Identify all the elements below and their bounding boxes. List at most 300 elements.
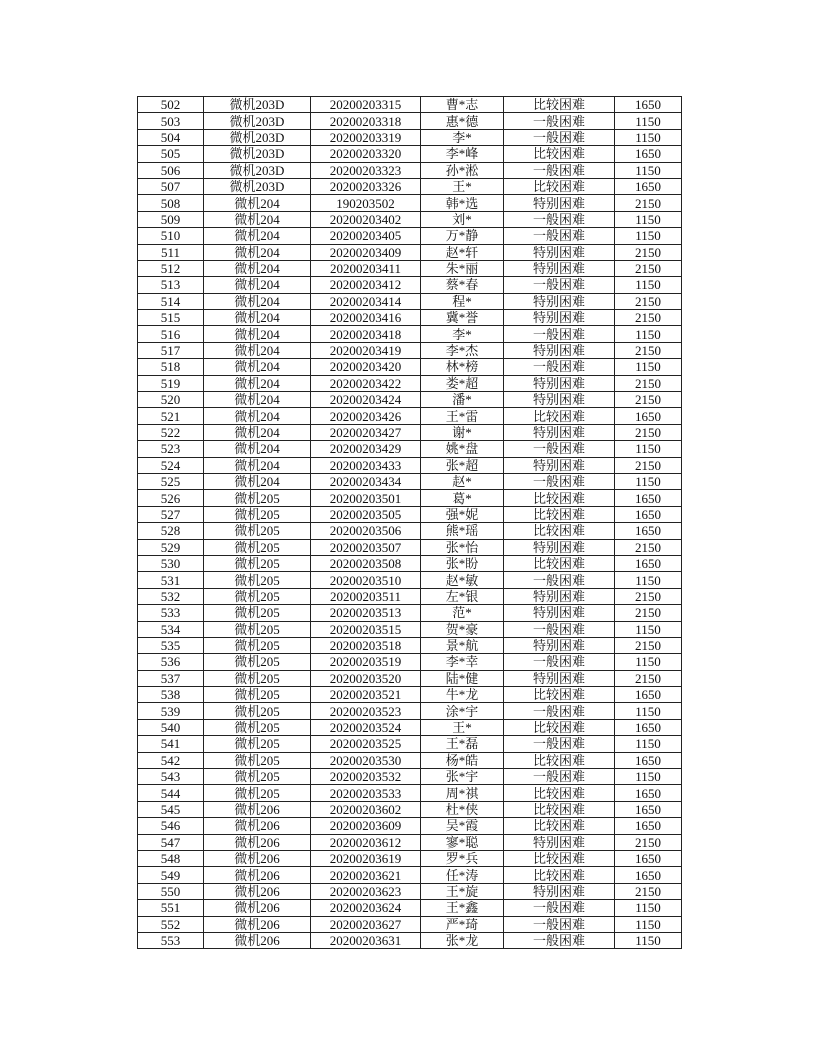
row-number-cell: 532	[138, 588, 204, 604]
table-row	[138, 555, 682, 571]
difficulty-level-cell: 比较困难	[504, 97, 615, 113]
class-name-cell: 微机205	[204, 588, 311, 604]
student-id-cell: 20200203602	[311, 801, 421, 817]
student-id-cell: 20200203416	[311, 310, 421, 326]
difficulty-level-cell: 一般困难	[504, 129, 615, 145]
student-name-cell: 严*琦	[421, 916, 504, 932]
class-name-cell: 微机205	[204, 785, 311, 801]
class-name-cell: 微机206	[204, 932, 311, 948]
class-name-cell: 微机205	[204, 703, 311, 719]
amount-cell: 2150	[615, 392, 682, 408]
student-id-cell: 20200203513	[311, 605, 421, 621]
amount-cell: 2150	[615, 588, 682, 604]
table-row	[138, 97, 682, 113]
student-id-cell: 20200203402	[311, 211, 421, 227]
student-name-cell: 孙*淞	[421, 162, 504, 178]
student-id-cell: 20200203426	[311, 408, 421, 424]
class-name-cell: 微机205	[204, 605, 311, 621]
table-row	[138, 719, 682, 735]
student-id-cell: 20200203419	[311, 342, 421, 358]
student-id-cell: 20200203420	[311, 359, 421, 375]
student-id-cell: 20200203319	[311, 129, 421, 145]
student-name-cell: 李*	[421, 129, 504, 145]
class-name-cell: 微机205	[204, 555, 311, 571]
row-number-cell: 536	[138, 654, 204, 670]
student-name-cell: 左*银	[421, 588, 504, 604]
student-name-cell: 娄*超	[421, 375, 504, 391]
student-name-cell: 曹*志	[421, 97, 504, 113]
amount-cell: 1650	[615, 490, 682, 506]
amount-cell: 2150	[615, 457, 682, 473]
amount-cell: 1650	[615, 506, 682, 522]
difficulty-level-cell: 特别困难	[504, 260, 615, 276]
amount-cell: 2150	[615, 375, 682, 391]
amount-cell: 2150	[615, 424, 682, 440]
difficulty-level-cell: 特别困难	[504, 342, 615, 358]
difficulty-level-cell: 一般困难	[504, 113, 615, 129]
class-name-cell: 微机206	[204, 900, 311, 916]
student-name-cell: 涂*宇	[421, 703, 504, 719]
row-number-cell: 510	[138, 228, 204, 244]
student-id-cell: 20200203612	[311, 834, 421, 850]
class-name-cell: 微机206	[204, 818, 311, 834]
student-name-cell: 蔡*春	[421, 277, 504, 293]
table-row	[138, 523, 682, 539]
amount-cell: 2150	[615, 293, 682, 309]
amount-cell: 2150	[615, 195, 682, 211]
student-name-cell: 李*杰	[421, 342, 504, 358]
student-id-cell: 20200203501	[311, 490, 421, 506]
student-id-cell: 20200203523	[311, 703, 421, 719]
row-number-cell: 550	[138, 883, 204, 899]
amount-cell: 1650	[615, 801, 682, 817]
class-name-cell: 微机203D	[204, 97, 311, 113]
row-number-cell: 521	[138, 408, 204, 424]
amount-cell: 2150	[615, 260, 682, 276]
table-row	[138, 621, 682, 637]
difficulty-level-cell: 比较困难	[504, 801, 615, 817]
table-row	[138, 867, 682, 883]
row-number-cell: 518	[138, 359, 204, 375]
student-name-cell: 张*宇	[421, 769, 504, 785]
amount-cell: 1150	[615, 129, 682, 145]
student-id-cell: 20200203414	[311, 293, 421, 309]
table-row	[138, 195, 682, 211]
student-id-cell: 20200203621	[311, 867, 421, 883]
difficulty-level-cell: 特别困难	[504, 195, 615, 211]
amount-cell: 1150	[615, 654, 682, 670]
difficulty-level-cell: 一般困难	[504, 900, 615, 916]
amount-cell: 1650	[615, 97, 682, 113]
class-name-cell: 微机204	[204, 244, 311, 260]
row-number-cell: 524	[138, 457, 204, 473]
table-row	[138, 539, 682, 555]
row-number-cell: 530	[138, 555, 204, 571]
table-row	[138, 687, 682, 703]
class-name-cell: 微机205	[204, 769, 311, 785]
student-name-cell: 强*妮	[421, 506, 504, 522]
amount-cell: 1150	[615, 473, 682, 489]
row-number-cell: 553	[138, 932, 204, 948]
difficulty-level-cell: 一般困难	[504, 473, 615, 489]
class-name-cell: 微机205	[204, 719, 311, 735]
class-name-cell: 微机205	[204, 572, 311, 588]
table-row	[138, 572, 682, 588]
student-id-cell: 20200203411	[311, 260, 421, 276]
amount-cell: 1150	[615, 228, 682, 244]
class-name-cell: 微机204	[204, 441, 311, 457]
student-name-cell: 陆*健	[421, 670, 504, 686]
table-row	[138, 752, 682, 768]
class-name-cell: 微机204	[204, 392, 311, 408]
student-name-cell: 王*	[421, 178, 504, 194]
student-name-cell: 任*涛	[421, 867, 504, 883]
row-number-cell: 503	[138, 113, 204, 129]
student-name-cell: 王*鑫	[421, 900, 504, 916]
table-row	[138, 228, 682, 244]
amount-cell: 2150	[615, 244, 682, 260]
difficulty-level-cell: 一般困难	[504, 359, 615, 375]
class-name-cell: 微机204	[204, 359, 311, 375]
table-body	[138, 97, 682, 949]
student-id-cell: 20200203326	[311, 178, 421, 194]
class-name-cell: 微机206	[204, 850, 311, 866]
difficulty-level-cell: 特别困难	[504, 883, 615, 899]
student-id-cell: 20200203521	[311, 687, 421, 703]
student-id-cell: 20200203427	[311, 424, 421, 440]
row-number-cell: 533	[138, 605, 204, 621]
row-number-cell: 516	[138, 326, 204, 342]
table-row	[138, 457, 682, 473]
student-id-cell: 20200203508	[311, 555, 421, 571]
difficulty-level-cell: 一般困难	[504, 654, 615, 670]
amount-cell: 1650	[615, 785, 682, 801]
class-name-cell: 微机206	[204, 883, 311, 899]
student-id-cell: 20200203405	[311, 228, 421, 244]
amount-cell: 1650	[615, 752, 682, 768]
student-name-cell: 景*航	[421, 637, 504, 653]
row-number-cell: 541	[138, 736, 204, 752]
difficulty-level-cell: 特别困难	[504, 375, 615, 391]
student-id-cell: 20200203532	[311, 769, 421, 785]
difficulty-level-cell: 一般困难	[504, 916, 615, 932]
student-name-cell: 李*	[421, 326, 504, 342]
row-number-cell: 537	[138, 670, 204, 686]
student-name-cell: 朱*丽	[421, 260, 504, 276]
student-name-cell: 潘*	[421, 392, 504, 408]
student-name-cell: 张*超	[421, 457, 504, 473]
table-row	[138, 769, 682, 785]
amount-cell: 1150	[615, 900, 682, 916]
table-row	[138, 785, 682, 801]
difficulty-level-cell: 特别困难	[504, 637, 615, 653]
amount-cell: 1650	[615, 687, 682, 703]
amount-cell: 1650	[615, 818, 682, 834]
class-name-cell: 微机203D	[204, 178, 311, 194]
table-row	[138, 850, 682, 866]
student-name-cell: 赵*	[421, 473, 504, 489]
class-name-cell: 微机204	[204, 277, 311, 293]
student-id-cell: 20200203506	[311, 523, 421, 539]
difficulty-level-cell: 比较困难	[504, 818, 615, 834]
row-number-cell: 548	[138, 850, 204, 866]
class-name-cell: 微机203D	[204, 162, 311, 178]
row-number-cell: 506	[138, 162, 204, 178]
table-row	[138, 834, 682, 850]
table-row	[138, 670, 682, 686]
student-name-cell: 王*旋	[421, 883, 504, 899]
student-id-cell: 20200203412	[311, 277, 421, 293]
class-name-cell: 微机206	[204, 801, 311, 817]
class-name-cell: 微机204	[204, 408, 311, 424]
difficulty-level-cell: 一般困难	[504, 736, 615, 752]
student-id-cell: 20200203624	[311, 900, 421, 916]
table-row	[138, 310, 682, 326]
class-name-cell: 微机204	[204, 473, 311, 489]
student-name-cell: 张*怡	[421, 539, 504, 555]
difficulty-level-cell: 比较困难	[504, 687, 615, 703]
row-number-cell: 552	[138, 916, 204, 932]
row-number-cell: 522	[138, 424, 204, 440]
amount-cell: 1650	[615, 555, 682, 571]
row-number-cell: 515	[138, 310, 204, 326]
row-number-cell: 511	[138, 244, 204, 260]
table-row	[138, 736, 682, 752]
table-row	[138, 588, 682, 604]
table-row	[138, 178, 682, 194]
difficulty-level-cell: 特别困难	[504, 605, 615, 621]
difficulty-level-cell: 一般困难	[504, 228, 615, 244]
table-row	[138, 703, 682, 719]
student-name-cell: 林*榜	[421, 359, 504, 375]
table-row	[138, 342, 682, 358]
student-name-cell: 贺*豪	[421, 621, 504, 637]
amount-cell: 1150	[615, 441, 682, 457]
row-number-cell: 549	[138, 867, 204, 883]
amount-cell: 2150	[615, 834, 682, 850]
student-id-cell: 20200203422	[311, 375, 421, 391]
difficulty-level-cell: 比较困难	[504, 523, 615, 539]
class-name-cell: 微机204	[204, 375, 311, 391]
class-name-cell: 微机205	[204, 654, 311, 670]
student-id-cell: 20200203609	[311, 818, 421, 834]
table-row	[138, 277, 682, 293]
difficulty-level-cell: 比较困难	[504, 146, 615, 162]
table-row	[138, 244, 682, 260]
class-name-cell: 微机204	[204, 424, 311, 440]
difficulty-level-cell: 比较困难	[504, 850, 615, 866]
student-id-cell: 20200203507	[311, 539, 421, 555]
table-row	[138, 506, 682, 522]
class-name-cell: 微机204	[204, 195, 311, 211]
row-number-cell: 528	[138, 523, 204, 539]
student-id-cell: 20200203627	[311, 916, 421, 932]
row-number-cell: 547	[138, 834, 204, 850]
amount-cell: 2150	[615, 539, 682, 555]
table-row	[138, 637, 682, 653]
student-id-cell: 20200203320	[311, 146, 421, 162]
class-name-cell: 微机204	[204, 342, 311, 358]
amount-cell: 1650	[615, 719, 682, 735]
student-id-cell: 20200203533	[311, 785, 421, 801]
table-row	[138, 326, 682, 342]
difficulty-level-cell: 比较困难	[504, 490, 615, 506]
class-name-cell: 微机205	[204, 523, 311, 539]
table-row	[138, 162, 682, 178]
amount-cell: 1150	[615, 932, 682, 948]
table-row	[138, 883, 682, 899]
table-row	[138, 211, 682, 227]
student-name-cell: 杜*侠	[421, 801, 504, 817]
class-name-cell: 微机205	[204, 539, 311, 555]
table-row	[138, 490, 682, 506]
row-number-cell: 545	[138, 801, 204, 817]
class-name-cell: 微机205	[204, 490, 311, 506]
student-name-cell: 韩*选	[421, 195, 504, 211]
difficulty-level-cell: 一般困难	[504, 211, 615, 227]
difficulty-level-cell: 特别困难	[504, 244, 615, 260]
amount-cell: 1150	[615, 572, 682, 588]
student-id-cell: 20200203511	[311, 588, 421, 604]
difficulty-level-cell: 一般困难	[504, 162, 615, 178]
table-row	[138, 818, 682, 834]
student-name-cell: 刘*	[421, 211, 504, 227]
amount-cell: 1150	[615, 359, 682, 375]
student-name-cell: 熊*瑶	[421, 523, 504, 539]
row-number-cell: 538	[138, 687, 204, 703]
class-name-cell: 微机205	[204, 687, 311, 703]
table-row	[138, 359, 682, 375]
difficulty-level-cell: 特别困难	[504, 392, 615, 408]
data-table	[137, 96, 682, 949]
amount-cell: 1650	[615, 146, 682, 162]
row-number-cell: 509	[138, 211, 204, 227]
row-number-cell: 514	[138, 293, 204, 309]
difficulty-level-cell: 比较困难	[504, 752, 615, 768]
student-id-cell: 20200203323	[311, 162, 421, 178]
table-row	[138, 473, 682, 489]
row-number-cell: 526	[138, 490, 204, 506]
student-name-cell: 罗*兵	[421, 850, 504, 866]
class-name-cell: 微机204	[204, 293, 311, 309]
row-number-cell: 542	[138, 752, 204, 768]
amount-cell: 1150	[615, 703, 682, 719]
difficulty-level-cell: 一般困难	[504, 326, 615, 342]
class-name-cell: 微机204	[204, 211, 311, 227]
student-id-cell: 20200203524	[311, 719, 421, 735]
class-name-cell: 微机204	[204, 228, 311, 244]
student-name-cell: 赵*敏	[421, 572, 504, 588]
amount-cell: 2150	[615, 670, 682, 686]
class-name-cell: 微机203D	[204, 129, 311, 145]
student-name-cell: 程*	[421, 293, 504, 309]
difficulty-level-cell: 比较困难	[504, 506, 615, 522]
student-id-cell: 20200203519	[311, 654, 421, 670]
amount-cell: 1150	[615, 736, 682, 752]
student-id-cell: 20200203619	[311, 850, 421, 866]
difficulty-level-cell: 一般困难	[504, 441, 615, 457]
difficulty-level-cell: 一般困难	[504, 621, 615, 637]
row-number-cell: 505	[138, 146, 204, 162]
student-name-cell: 牛*龙	[421, 687, 504, 703]
student-name-cell: 谢*	[421, 424, 504, 440]
difficulty-level-cell: 比较困难	[504, 719, 615, 735]
student-name-cell: 王*	[421, 719, 504, 735]
amount-cell: 1150	[615, 769, 682, 785]
class-name-cell: 微机204	[204, 326, 311, 342]
student-id-cell: 20200203429	[311, 441, 421, 457]
class-name-cell: 微机205	[204, 637, 311, 653]
student-id-cell: 20200203433	[311, 457, 421, 473]
amount-cell: 2150	[615, 310, 682, 326]
row-number-cell: 525	[138, 473, 204, 489]
row-number-cell: 523	[138, 441, 204, 457]
amount-cell: 1150	[615, 277, 682, 293]
student-name-cell: 吴*霞	[421, 818, 504, 834]
table-row	[138, 605, 682, 621]
student-id-cell: 20200203515	[311, 621, 421, 637]
student-id-cell: 20200203505	[311, 506, 421, 522]
amount-cell: 1650	[615, 523, 682, 539]
student-name-cell: 冀*誉	[421, 310, 504, 326]
difficulty-level-cell: 比较困难	[504, 408, 615, 424]
row-number-cell: 543	[138, 769, 204, 785]
row-number-cell: 535	[138, 637, 204, 653]
class-name-cell: 微机205	[204, 506, 311, 522]
class-name-cell: 微机204	[204, 457, 311, 473]
amount-cell: 2150	[615, 883, 682, 899]
table-row	[138, 375, 682, 391]
row-number-cell: 551	[138, 900, 204, 916]
amount-cell: 2150	[615, 605, 682, 621]
student-name-cell: 寥*聪	[421, 834, 504, 850]
amount-cell: 1150	[615, 211, 682, 227]
student-id-cell: 20200203318	[311, 113, 421, 129]
table-row	[138, 129, 682, 145]
difficulty-level-cell: 一般困难	[504, 932, 615, 948]
difficulty-level-cell: 特别困难	[504, 588, 615, 604]
table-row	[138, 113, 682, 129]
table-row	[138, 932, 682, 948]
class-name-cell: 微机205	[204, 736, 311, 752]
row-number-cell: 519	[138, 375, 204, 391]
student-id-cell: 20200203409	[311, 244, 421, 260]
row-number-cell: 540	[138, 719, 204, 735]
row-number-cell: 502	[138, 97, 204, 113]
amount-cell: 1150	[615, 162, 682, 178]
class-name-cell: 微机203D	[204, 113, 311, 129]
table-row	[138, 916, 682, 932]
student-name-cell: 张*盼	[421, 555, 504, 571]
student-id-cell: 190203502	[311, 195, 421, 211]
difficulty-level-cell: 特别困难	[504, 293, 615, 309]
student-id-cell: 20200203520	[311, 670, 421, 686]
amount-cell: 1650	[615, 408, 682, 424]
difficulty-level-cell: 一般困难	[504, 277, 615, 293]
class-name-cell: 微机203D	[204, 146, 311, 162]
difficulty-level-cell: 特别困难	[504, 670, 615, 686]
class-name-cell: 微机204	[204, 260, 311, 276]
row-number-cell: 508	[138, 195, 204, 211]
amount-cell: 1150	[615, 326, 682, 342]
row-number-cell: 513	[138, 277, 204, 293]
amount-cell: 1650	[615, 850, 682, 866]
amount-cell: 1150	[615, 621, 682, 637]
student-name-cell: 万*静	[421, 228, 504, 244]
row-number-cell: 517	[138, 342, 204, 358]
table-row	[138, 654, 682, 670]
table-row	[138, 146, 682, 162]
